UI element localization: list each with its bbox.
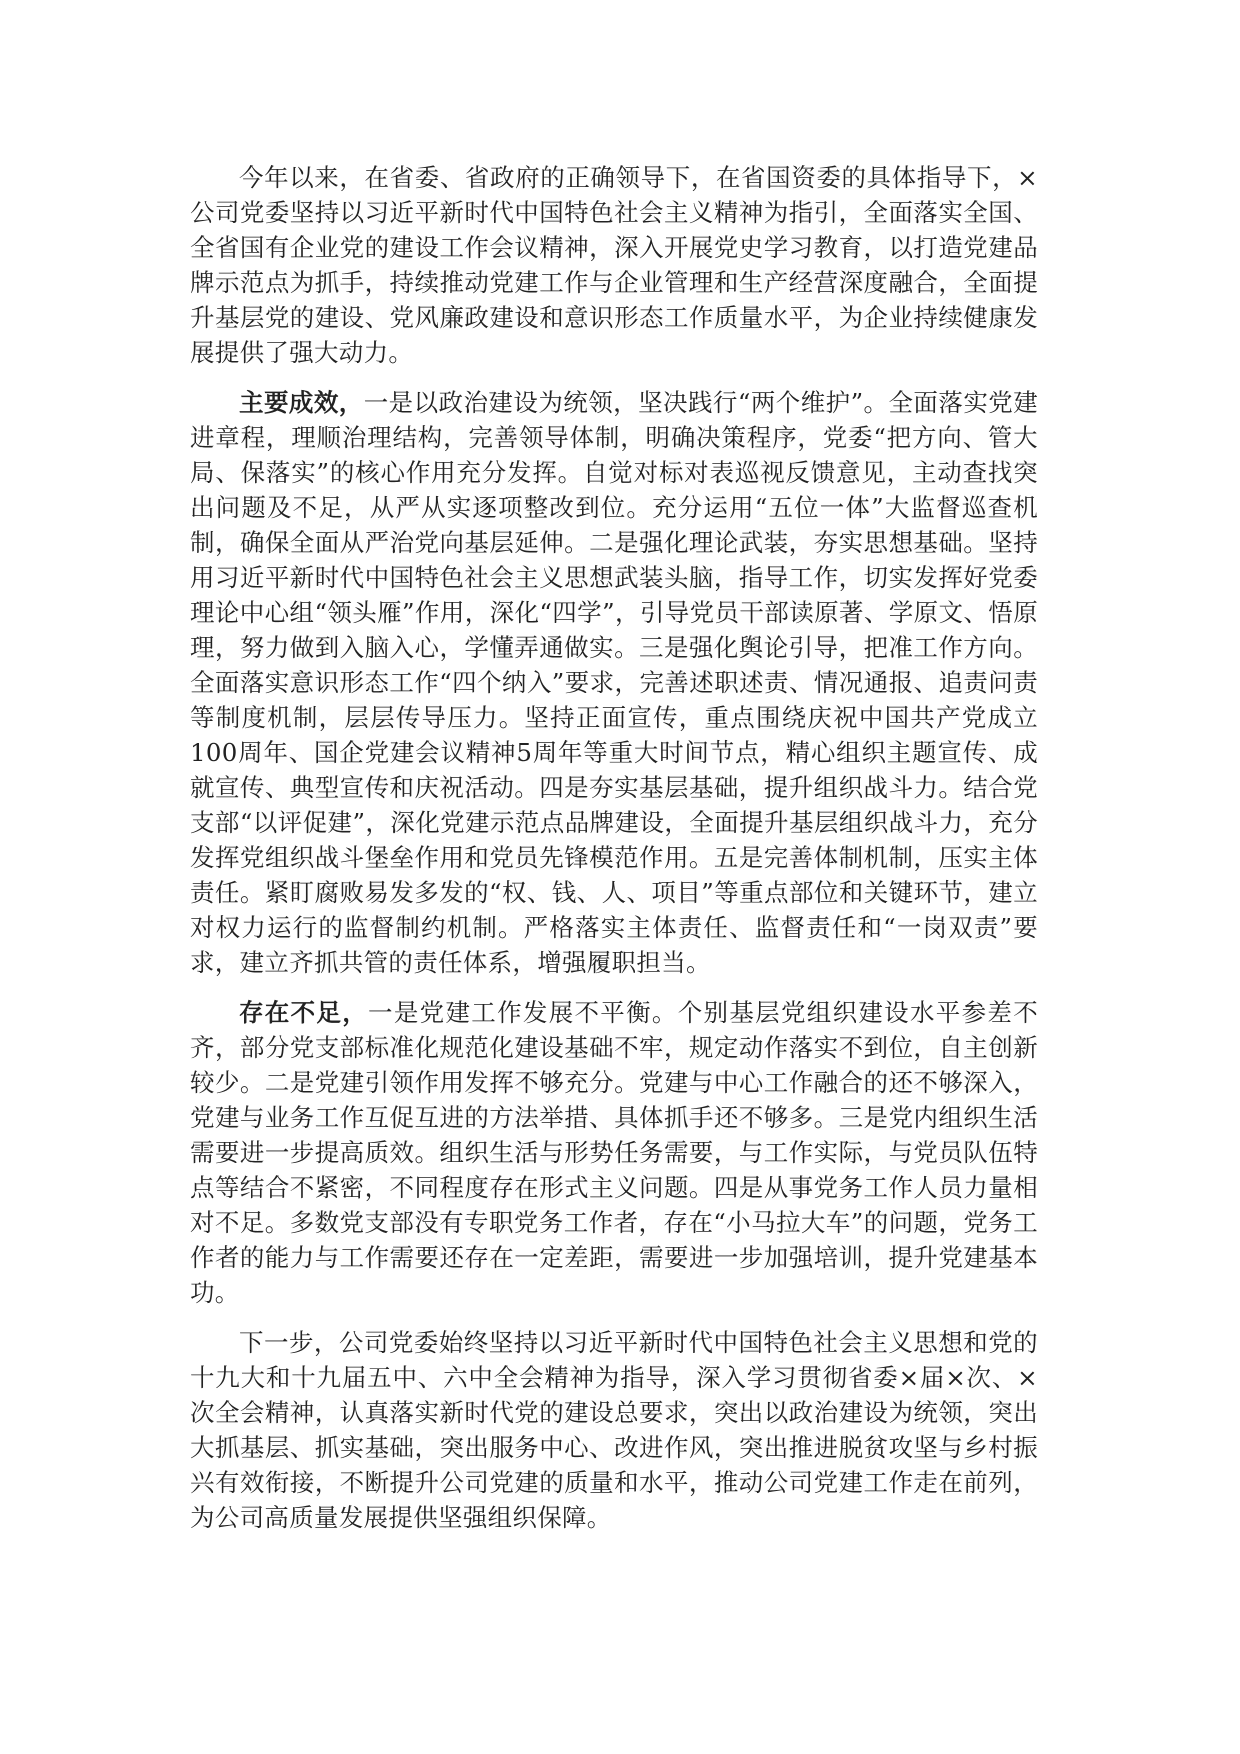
paragraph-achievements [190, 385, 1038, 980]
paragraph-achievements-text: 一是以政治建设为统领，坚决践行“两个维护”。全面落实党建进章程，理顺治理结构，完善领导体制，明确决策程序，党委“把方向、管大局、保落实”的核心作用充分发挥。自觉对标对表巡视反馈意见，主动查找突出问题及不足，从严从实逐项整改到位。充分运用“五位一体”大监督巡查机制，确保全面从严治党向基层延伸。二是强化理论武装，夯实思想基础。坚持用习近平新时代中国特色社会主义思想武装头脑，指导工作，切实发挥好党委理论中心组“领头雁”作用，深化“四学”，引导党员干部读原著、学原文、悟原理，努力做到入脑入心，学懂弄通做实。三是强化舆论引导，把准工作方向。全面落实意识形态工作“四个纳入”要求，完善述职述责、情况通报、追责问责等制度机制，层层传导压力。坚持正面宣传，重点围绕庆祝中国共产党成立100周年、国企党建会议精神5周年等重大时间节点，精心组织主题宣传、成就宣传、典型宣传和庆祝活动。四是夯实基层基础，提升组织战斗力。结合党支部“以评促建”，深化党建示范点品牌建设，全面提升基层组织战斗力，充分发挥党组织战斗堡垒作用和党员先锋模范作用。五是完善体制机制，压实主体责任。紧盯腐败易发多发的“权、钱、人、项目”等重点部位和关键环节，建立对权力运行的监督制约机制。严格落实主体责任、监督责任和“一岗双责”要求，建立齐抓共管的责任体系，增强履职担当。 [190, 388, 1039, 977]
paragraph-shortcomings-text: 一是党建工作发展不平衡。个别基层党组织建设水平参差不齐，部分党支部标准化规范化建设基础不牢，规定动作落实不到位，自主创新较少。二是党建引领作用发挥不够充分。党建与中心工作融合的还不够深入，党建与业务工作互促互进的方法举措、具体抓手还不够多。三是党内组织生活需要进一步提高质效。组织生活与形势任务需要，与工作实际，与党员队伍特点等结合不紧密，不同程度存在形式主义问题。四是从事党务工作人员力量相对不足。多数党支部没有专职党务工作者，存在“小马拉大车”的问题，党务工作者的能力与工作需要还存在一定差距，需要进一步加强培训，提升党建基本功。 [190, 998, 1039, 1307]
paragraph-intro-text: 今年以来，在省委、省政府的正确领导下，在省国资委的具体指导下，×公司党委坚持以习近平新时代中国特色社会主义精神为指引，全面落实全国、全省国有企业党的建设工作会议精神，深入开展党史学习教育，以打造党建品牌示范点为抓手，持续推动党建工作与企业管理和生产经营深度融合，全面提升基层党的建设、党风廉政建设和意识形态工作质量水平，为企业持续健康发展提供了强大动力。 [190, 163, 1038, 367]
paragraph-next-steps [190, 1325, 1038, 1535]
paragraph-shortcomings [190, 995, 1038, 1310]
document-body [190, 160, 1038, 1550]
paragraph-intro [190, 160, 1038, 370]
paragraph-next-steps-text: 下一步，公司党委始终坚持以习近平新时代中国特色社会主义思想和党的十九大和十九届五中、六中全会精神为指导，深入学习贯彻省委×届×次、×次全会精神，认真落实新时代党的建设总要求，突出以政治建设为统领，突出大抓基层、抓实基础，突出服务中心、改进作风，突出推进脱贫攻坚与乡村振兴有效衔接，不断提升公司党建的质量和水平，推动公司党建工作走在前列，为公司高质量发展提供坚强组织保障。 [190, 1328, 1038, 1532]
shortcomings-heading: 存在不足， [239, 998, 369, 1027]
achievements-heading: 主要成效， [239, 388, 364, 417]
